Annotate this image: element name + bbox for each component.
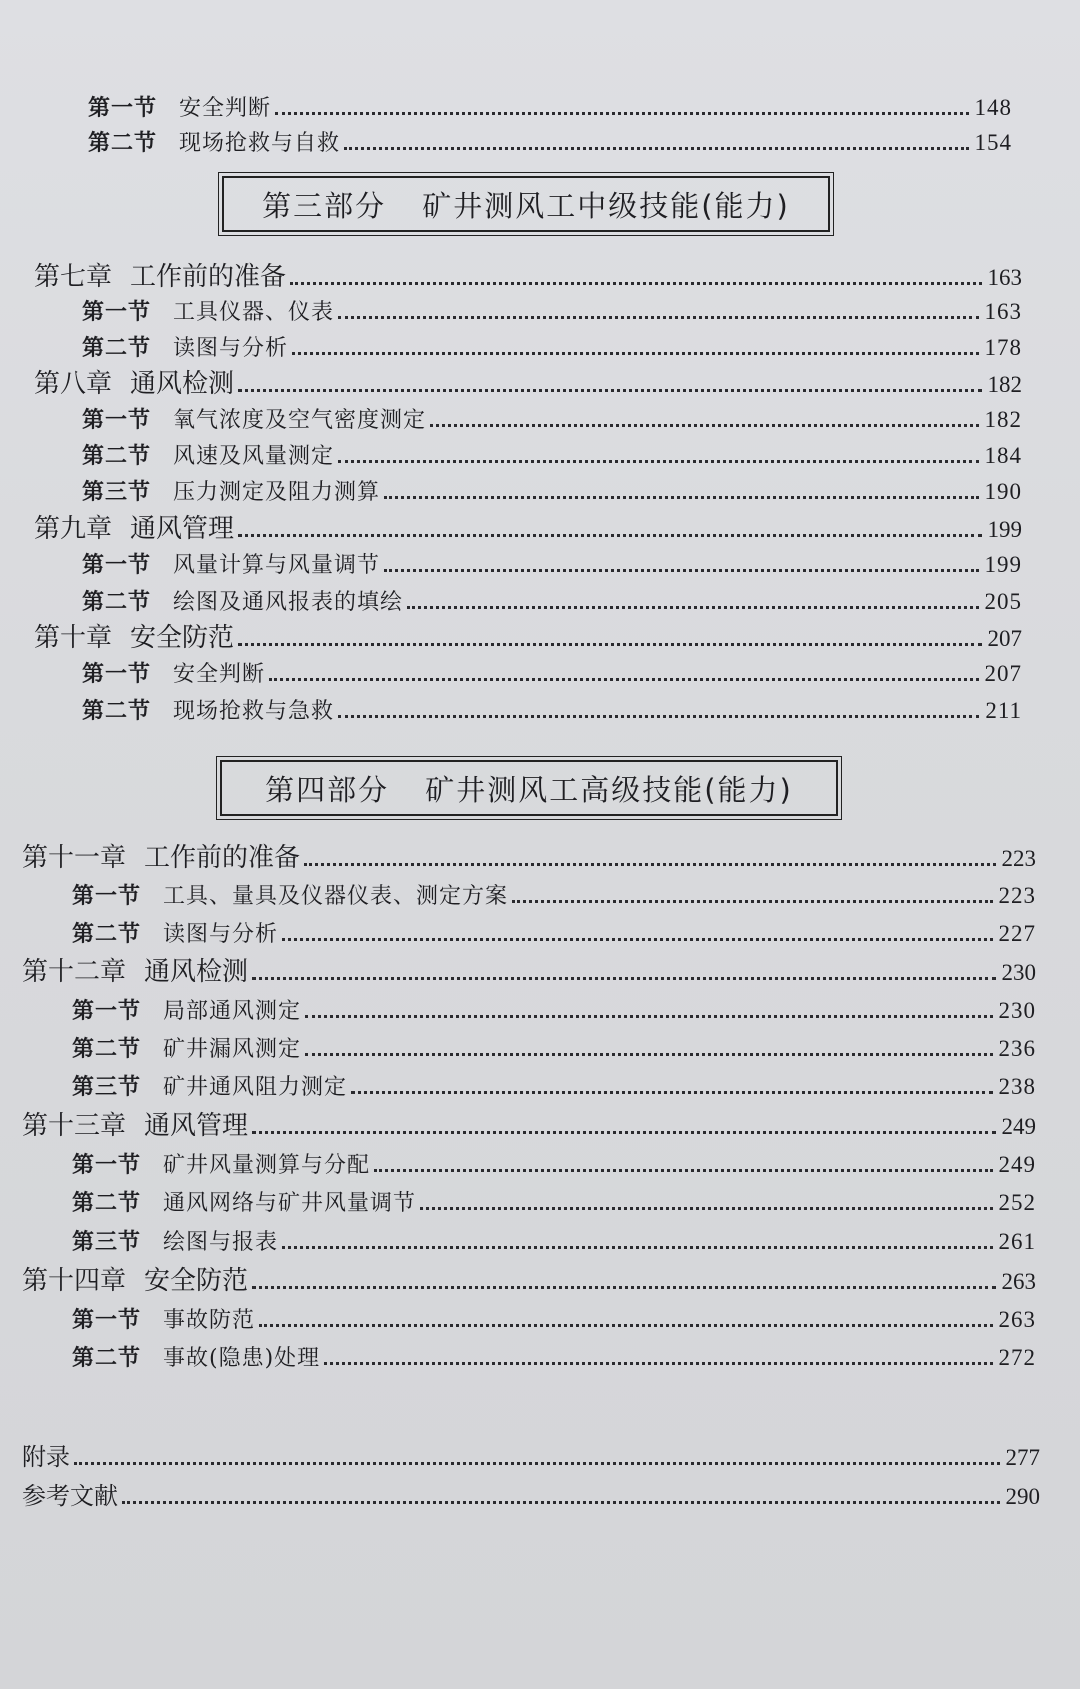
dot-leader bbox=[305, 1053, 992, 1056]
entry-title: 工具、量具及仪器仪表、测定方案 bbox=[163, 884, 509, 909]
section-number: 第一节 bbox=[82, 407, 152, 433]
toc-section-row bbox=[82, 550, 1022, 581]
dot-leader bbox=[324, 1362, 992, 1365]
entry-title: 附录 bbox=[22, 1443, 70, 1471]
toc-chapter-row bbox=[22, 1111, 1036, 1142]
toc-section-row bbox=[88, 93, 1012, 124]
toc-section-row bbox=[72, 996, 1036, 1027]
dot-leader bbox=[512, 900, 992, 903]
dot-leader bbox=[252, 977, 995, 980]
entry-title: 矿井风量测算与分配 bbox=[163, 1153, 371, 1178]
toc-entry-label bbox=[82, 477, 380, 508]
dot-leader bbox=[275, 112, 968, 115]
dot-leader bbox=[407, 606, 978, 609]
chapter-number: 第十二章 bbox=[22, 957, 127, 987]
entry-title: 绘图与报表 bbox=[163, 1230, 279, 1255]
dot-leader bbox=[290, 282, 981, 285]
section-number: 第二节 bbox=[72, 921, 142, 947]
dot-leader bbox=[252, 1131, 995, 1134]
entry-title: 安全防范 bbox=[144, 1266, 249, 1296]
toc-section-row bbox=[72, 1034, 1036, 1065]
dot-leader bbox=[344, 147, 968, 150]
toc-entry-label bbox=[82, 405, 426, 436]
section-number: 第三节 bbox=[72, 1074, 142, 1100]
page-number: 252 bbox=[998, 1190, 1036, 1215]
entry-title: 工作前的准备 bbox=[130, 262, 287, 292]
toc-section-row bbox=[82, 405, 1022, 436]
chapter-number: 第十一章 bbox=[22, 843, 127, 873]
dot-leader bbox=[374, 1169, 992, 1172]
toc-chapter-row bbox=[34, 262, 1022, 293]
section-number: 第二节 bbox=[88, 130, 158, 156]
entry-title: 矿井通风阻力测定 bbox=[163, 1075, 348, 1100]
section-number: 第二节 bbox=[72, 1036, 142, 1062]
entry-title: 工作前的准备 bbox=[144, 843, 301, 873]
section-number: 第三节 bbox=[72, 1229, 142, 1255]
page-number: 190 bbox=[984, 479, 1022, 504]
chapter-number: 第七章 bbox=[34, 262, 113, 292]
entry-title: 读图与分析 bbox=[173, 336, 289, 361]
part-title: 矿井测风工中级技能(能力) bbox=[422, 188, 790, 223]
toc-entry-label bbox=[72, 996, 301, 1027]
entry-title: 局部通风测定 bbox=[163, 999, 302, 1024]
toc-chapter-row bbox=[34, 369, 1022, 400]
page-number: 207 bbox=[984, 661, 1022, 686]
page-number: 163 bbox=[984, 299, 1022, 324]
toc-entry-label bbox=[34, 623, 234, 653]
page-number: 230 bbox=[1001, 960, 1036, 985]
toc-entry-label bbox=[88, 93, 271, 124]
page-number: 263 bbox=[1001, 1269, 1036, 1294]
dot-leader bbox=[304, 863, 995, 866]
chapter-number: 第十四章 bbox=[22, 1266, 127, 1296]
toc-entry-label bbox=[22, 843, 300, 873]
entry-title: 安全判断 bbox=[173, 662, 266, 687]
dot-leader bbox=[122, 1501, 1000, 1504]
entry-title: 通风检测 bbox=[144, 957, 249, 987]
toc-entry-label bbox=[34, 369, 234, 399]
toc-section-row bbox=[82, 587, 1022, 618]
section-number: 第二节 bbox=[72, 1345, 142, 1371]
entry-title: 风量计算与风量调节 bbox=[173, 553, 381, 578]
entry-title: 现场抢救与急救 bbox=[173, 699, 335, 724]
toc-entry-label bbox=[72, 919, 278, 950]
dot-leader bbox=[238, 534, 981, 537]
toc-entry-label bbox=[72, 1343, 320, 1374]
toc-entry-label bbox=[72, 1034, 301, 1065]
toc-entry-label bbox=[72, 1188, 416, 1219]
dot-leader bbox=[238, 389, 981, 392]
section-number: 第二节 bbox=[82, 443, 152, 469]
dot-leader bbox=[259, 1324, 992, 1327]
dot-leader bbox=[282, 938, 992, 941]
toc-entry-label bbox=[88, 128, 340, 159]
toc-entry-label bbox=[82, 550, 380, 581]
entry-title: 通风管理 bbox=[144, 1111, 249, 1141]
toc-section-row bbox=[88, 128, 1012, 159]
section-number: 第一节 bbox=[82, 552, 152, 578]
section-number: 第一节 bbox=[72, 998, 142, 1024]
toc-section-row bbox=[82, 441, 1022, 472]
entry-title: 事故(隐患)处理 bbox=[163, 1346, 321, 1371]
dot-leader bbox=[351, 1091, 992, 1094]
toc-entry-label bbox=[34, 262, 286, 292]
page-number: 211 bbox=[985, 698, 1022, 723]
section-number: 第二节 bbox=[82, 589, 152, 615]
toc-entry-label bbox=[72, 881, 508, 912]
toc-chapter-row bbox=[34, 514, 1022, 545]
toc-section-row bbox=[82, 659, 1022, 690]
page-number: 277 bbox=[1005, 1445, 1040, 1470]
toc-entry-label bbox=[82, 441, 334, 472]
part-heading-box bbox=[220, 760, 838, 816]
section-number: 第三节 bbox=[82, 479, 152, 505]
page-number: 182 bbox=[984, 407, 1022, 432]
toc-section-row bbox=[72, 1072, 1036, 1103]
toc-backmatter-row bbox=[22, 1481, 1040, 1512]
entry-title: 通风管理 bbox=[130, 514, 235, 544]
page-number: 184 bbox=[984, 443, 1022, 468]
toc-entry-label bbox=[72, 1072, 347, 1103]
entry-title: 现场抢救与自救 bbox=[179, 131, 341, 156]
section-number: 第二节 bbox=[82, 698, 152, 724]
toc-entry-label bbox=[22, 1266, 248, 1296]
dot-leader bbox=[384, 496, 978, 499]
part-title: 矿井测风工高级技能(能力) bbox=[425, 772, 793, 807]
page-number: 249 bbox=[998, 1152, 1036, 1177]
dot-leader bbox=[430, 424, 978, 427]
page-number: 249 bbox=[1001, 1114, 1036, 1139]
page-number: 223 bbox=[1001, 846, 1036, 871]
toc-section-row bbox=[82, 477, 1022, 508]
part-label: 第三部分 bbox=[262, 188, 387, 223]
entry-title: 事故防范 bbox=[163, 1308, 256, 1333]
entry-title: 读图与分析 bbox=[163, 922, 279, 947]
page-number: 290 bbox=[1005, 1484, 1040, 1509]
dot-leader bbox=[338, 460, 978, 463]
page-number: 199 bbox=[987, 517, 1022, 542]
toc-section-row bbox=[72, 919, 1036, 950]
section-number: 第一节 bbox=[72, 1152, 142, 1178]
toc-entry-label bbox=[82, 587, 403, 618]
toc-section-row bbox=[82, 297, 1022, 328]
entry-title: 通风网络与矿井风量调节 bbox=[163, 1191, 417, 1216]
entry-title: 通风检测 bbox=[130, 369, 235, 399]
toc-entry-label bbox=[72, 1227, 278, 1258]
page-number: 261 bbox=[998, 1229, 1036, 1254]
page-number: 178 bbox=[984, 335, 1022, 360]
toc-entry-label bbox=[22, 957, 248, 987]
dot-leader bbox=[269, 678, 978, 681]
page-number: 148 bbox=[974, 95, 1012, 120]
page-number: 227 bbox=[998, 921, 1036, 946]
section-number: 第二节 bbox=[82, 335, 152, 361]
section-number: 第一节 bbox=[88, 95, 158, 121]
dot-leader bbox=[384, 569, 978, 572]
entry-title: 风速及风量测定 bbox=[173, 444, 335, 469]
toc-section-row bbox=[72, 881, 1036, 912]
page-number: 163 bbox=[987, 265, 1022, 290]
toc-entry-label bbox=[22, 1111, 248, 1141]
toc-backmatter-row bbox=[22, 1442, 1040, 1473]
page-number: 230 bbox=[998, 998, 1036, 1023]
toc-entry-label bbox=[34, 514, 234, 544]
toc-entry-label bbox=[72, 1305, 255, 1336]
dot-leader bbox=[305, 1015, 992, 1018]
section-number: 第二节 bbox=[72, 1190, 142, 1216]
toc-chapter-row bbox=[22, 957, 1036, 988]
toc-chapter-row bbox=[22, 1266, 1036, 1297]
dot-leader bbox=[282, 1246, 992, 1249]
entry-title: 绘图及通风报表的填绘 bbox=[173, 590, 404, 615]
toc-entry-label bbox=[22, 1442, 70, 1472]
chapter-number: 第十章 bbox=[34, 623, 113, 653]
part-label: 第四部分 bbox=[265, 772, 390, 807]
dot-leader bbox=[338, 715, 979, 718]
toc-entry-label bbox=[82, 297, 334, 328]
toc-section-row bbox=[82, 333, 1022, 364]
toc-entry-label bbox=[72, 1150, 370, 1181]
chapter-number: 第九章 bbox=[34, 514, 113, 544]
entry-title: 氧气浓度及空气密度测定 bbox=[173, 408, 427, 433]
page-number: 154 bbox=[974, 130, 1012, 155]
page-number: 207 bbox=[987, 626, 1022, 651]
dot-leader bbox=[420, 1207, 992, 1210]
entry-title: 安全判断 bbox=[179, 96, 272, 121]
entry-title: 矿井漏风测定 bbox=[163, 1037, 302, 1062]
entry-title: 参考文献 bbox=[22, 1482, 118, 1510]
dot-leader bbox=[252, 1286, 995, 1289]
toc-section-row bbox=[72, 1227, 1036, 1258]
toc-section-row bbox=[82, 696, 1022, 727]
page-number: 182 bbox=[987, 372, 1022, 397]
entry-title: 工具仪器、仪表 bbox=[173, 300, 335, 325]
page-number: 272 bbox=[998, 1345, 1036, 1370]
page-number: 263 bbox=[998, 1307, 1036, 1332]
toc-section-row bbox=[72, 1343, 1036, 1374]
dot-leader bbox=[74, 1462, 1000, 1465]
entry-title: 压力测定及阻力测算 bbox=[173, 480, 381, 505]
part-heading-box bbox=[222, 176, 830, 232]
section-number: 第一节 bbox=[82, 661, 152, 687]
section-number: 第一节 bbox=[72, 883, 142, 909]
page-number: 236 bbox=[998, 1036, 1036, 1061]
toc-entry-label bbox=[82, 333, 288, 364]
dot-leader bbox=[338, 316, 978, 319]
chapter-number: 第八章 bbox=[34, 369, 113, 399]
section-number: 第一节 bbox=[82, 299, 152, 325]
toc-section-row bbox=[72, 1188, 1036, 1219]
page-number: 199 bbox=[984, 552, 1022, 577]
chapter-number: 第十三章 bbox=[22, 1111, 127, 1141]
page-number: 238 bbox=[998, 1074, 1036, 1099]
dot-leader bbox=[238, 643, 981, 646]
page-number: 223 bbox=[998, 883, 1036, 908]
dot-leader bbox=[292, 352, 978, 355]
section-number: 第一节 bbox=[72, 1307, 142, 1333]
toc-entry-label bbox=[82, 659, 265, 690]
toc-entry-label bbox=[82, 696, 334, 727]
toc-section-row bbox=[72, 1150, 1036, 1181]
entry-title: 安全防范 bbox=[130, 623, 235, 653]
page-number: 205 bbox=[984, 589, 1022, 614]
toc-chapter-row bbox=[22, 843, 1036, 874]
toc-section-row bbox=[72, 1305, 1036, 1336]
toc-chapter-row bbox=[34, 623, 1022, 654]
toc-entry-label bbox=[22, 1481, 118, 1511]
